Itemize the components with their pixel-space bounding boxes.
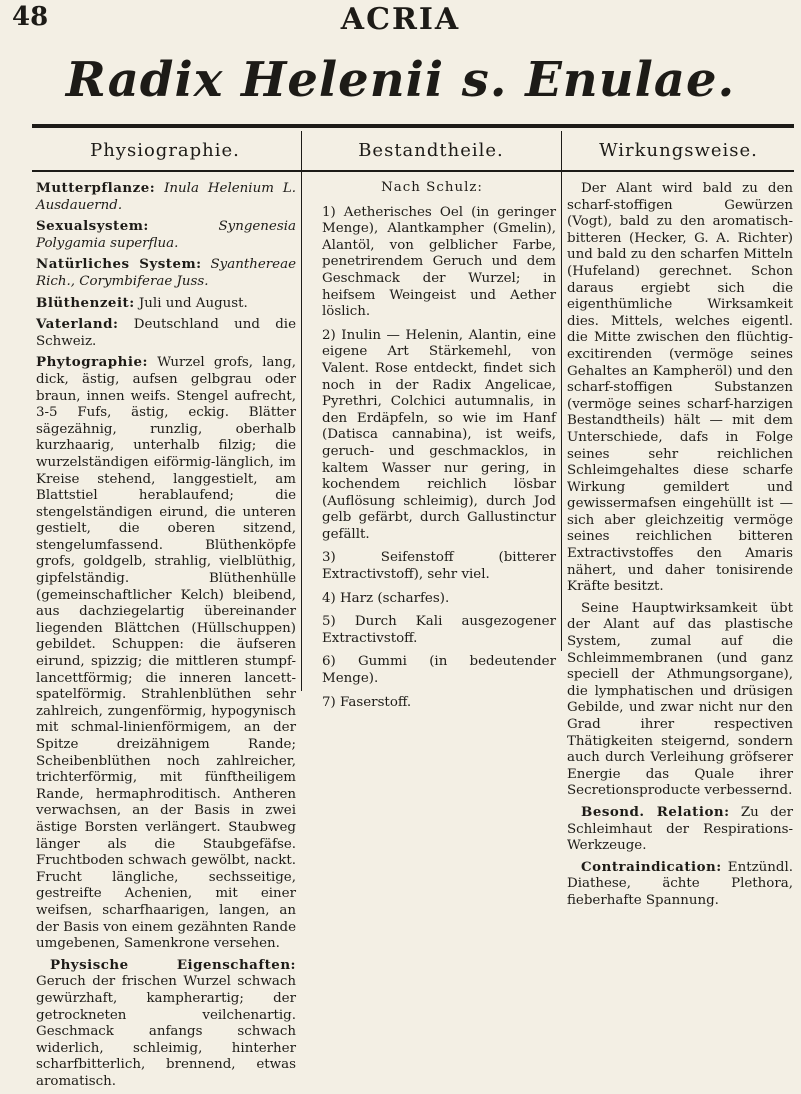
column-bestandtheile: [308, 180, 556, 718]
list-item: 5) Durch Kali ausgezogener Extractivstoff.: [322, 614, 556, 646]
page-title: Radix Helenii s. Enulae.: [65, 52, 736, 108]
paragraph-label: Natürliches System:: [36, 256, 202, 273]
paragraph-text: Zu der Schleimhaut der Respirations-Werkzeuge.: [567, 804, 793, 854]
column-heading-wirkungsweise: Wirkungsweise.: [599, 140, 758, 161]
column-heading-bestandtheile: Bestandtheile.: [358, 140, 504, 161]
running-head: ACRIA: [340, 2, 461, 37]
paragraph: [36, 316, 296, 350]
list-item: 7) Faserstoff.: [322, 694, 412, 710]
paragraph: [567, 804, 793, 855]
column-heading-physiographie: Physiographie.: [90, 140, 240, 161]
source-note: Nach Schulz:: [381, 180, 483, 195]
paragraph: [567, 180, 793, 596]
paragraph: [36, 354, 296, 952]
paragraph-label: Vaterland:: [36, 316, 119, 333]
column-wirkungsweise: [567, 180, 793, 914]
paragraph-text: Geruch der frischen Wurzel schwach gewürzhaft, kampherartig; der getrockneten veilchenartig. Geschmack anfangs schwach widerlich, schleimig, hinterher scharfbitterlich, brennend, etwas aromatisch.: [36, 974, 296, 1089]
column-divider-2: [561, 131, 562, 651]
paragraph-label: Contraindication:: [581, 858, 722, 875]
paragraph-label: Phytographie:: [36, 354, 148, 371]
paragraph-label: Sexualsystem:: [36, 218, 149, 235]
paragraph-text: Wurzel grofs, lang, dick, ästig, aufsen gelbgrau oder braun, innen weifs. Stengel aufrecht, 3-5 Fufs, ästig, eckig. Blätter sägezähnig, runzlig, oberhalb kurzhaarig, unterhalb filzig; die wurzelständigen eiförmig-länglich, im Kreise stehend, langgestielt, am Blattstiel herablaufend; die stengelständigen eirund, die unteren gestielt, die oberen sitzend, stengelumfassend. Blüthenköpfe grofs, goldgelb, strahlig, vielblüthig, gipfelständig. Blüthenhülle (gemeinschaftlicher Kelch) bleibend, aus dachziegelartig übereinander liegenden Blättchen (Hüllschuppen) gebildet. Schuppen: die äufseren eirund, spizzig; die mittleren stumpf-lancettförmig; die inneren lancett-spatelförmig. Strahlenblüthen sehr zahlreich, zungenförmig, hypogynisch mit schmal-linienförmigem, an der Spitze dreizähnigem Rande; Scheibenblüthen noch zahlreicher, trichterförmig, mit fünftheiligem Rande, hermaphroditisch. Antheren verwachsen, an der Basis in zwei ästige Borsten verlängert. Staubweg länger als die Staubgefäfse. Fruchtboden schwach gewölbt, nackt. Frucht längliche, sechsseitige, gestreifte Achenien, mit einer weifsen, scharfhaarigen, langen, an der Basis von einem gezähnten Rande umgebenen, Samenkrone versehen.: [36, 355, 296, 952]
paragraph-label: Besond. Relation:: [581, 803, 730, 820]
list-item: 6) Gummi (in bedeutender Menge).: [322, 654, 556, 687]
paragraph: [36, 295, 296, 313]
paragraph-text: Juli und August.: [138, 295, 248, 311]
heading-rule: [32, 170, 794, 172]
paragraph-text: Syngenesia Polygamia superflua.: [36, 219, 296, 251]
paragraph-text: Der Alant wird bald zu den scharf-stoffigen Gewürzen (Vogt), bald zu den aromatisch-bitteren (Hecker, G. A. Richter) und bald zu den scharfen Mitteln (Hufeland) gerechnet. Schon daraus ergiebt sich die eigenthümliche Wirksamkeit dies. Mittels, welches eigentl. die Mitte zwischen den flüchtig-excitirenden (vermöge seines Gehaltes an Kampheröl) und den scharf-stoffigen Substanzen (vermöge seines scharf-harzigen Bestandtheils) hält — mit dem Unterschiede, dafs in Folge seines sehr reichlichen Schleimgehaltes diese scharfe Wirkung gemildert und gewissermafsen eingehüllt ist — sich aber gleichzeitig vermöge seines reichlichen bitteren Extractivstoffes den Amaris nähert, und daher tonisirende Kräfte besitzt.: [567, 181, 793, 595]
paragraph-label: Mutterpflanze:: [36, 180, 156, 196]
paragraph-text: Deutschland und die Schweiz.: [36, 317, 296, 349]
paragraph: [36, 256, 296, 290]
paragraph-text: Syantherеae Rich., Corymbiferae Juss.: [36, 257, 296, 289]
paragraph-label: Physische Eigenschaften:: [50, 956, 296, 973]
list-item: 1) Aetherisches Oel (in geringer Menge), Alantkampher (Gmelin), Alantöl, von gelblicher Farbe, penetrirendem Geruch und dem Geschmack der Wurzel; in heifsem Weingeist und Aether löslich.: [322, 204, 556, 320]
paragraph-label: Blüthenzeit:: [36, 294, 135, 311]
paragraph: [36, 957, 296, 1091]
paragraph-text: Seine Hauptwirksamkeit übt der Alant auf das plastische System, zumal auf die Schleimmembranen (und ganz speciell der Athmungsorgane), die lymphatischen und drüsigen Gebilde, und zwar nicht nur den Grad ihrer respectiven Thätigkeiten steigernd, sondern auch durch Verleihung gröfserer Energie das Quale ihrer Secretionsproducte verbessernd.: [567, 600, 793, 799]
paragraph: [36, 180, 296, 214]
list-item: 3) Seifenstoff (bitterer Extractivstoff), sehr viel.: [322, 550, 556, 583]
column-physiographie: [36, 180, 296, 1094]
paragraph: [567, 600, 793, 800]
list-item: 4) Harz (scharfes).: [322, 590, 450, 606]
top-rule: [32, 124, 794, 128]
list-item: 2) Inulin — Helenin, Alantin, eine eigene Art Stärkemehl, von Valent. Rose entdeckt, findet sich noch in der Radix Angelicae, Pyrethri, Colchici autumnalis, in den Erdäpfeln, so wie im Hanf (Datisca cannabina), ist weifs, geruch- und geschmacklos, in kaltem Wasser nur gering, in kochendem reichlich lösbar (Auflösung schleimig), durch Jod gelb gefärbt, durch Gallustinctur gefällt.: [322, 327, 556, 542]
paragraph: [36, 218, 296, 252]
paragraph-text: Entzündl. Diathese, ächte Plethora, fieberhafte Spannung.: [567, 859, 793, 908]
paragraph-text: Inula Helenium L. Ausdauernd.: [36, 181, 296, 213]
paragraph: [567, 859, 793, 910]
page-number: 48: [12, 2, 49, 32]
column-divider-1: [301, 131, 302, 691]
